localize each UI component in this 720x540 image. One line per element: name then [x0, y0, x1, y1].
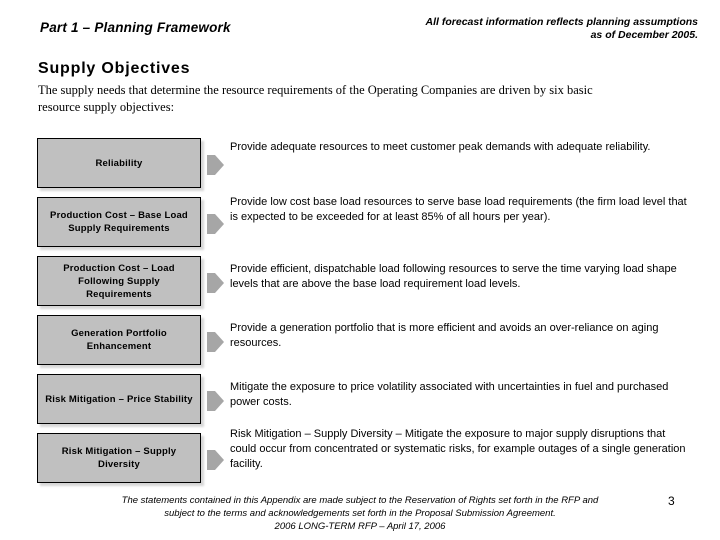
objective-label: Generation Portfolio Enhancement	[71, 328, 167, 352]
objectives-list	[0, 138, 720, 492]
arrow-right-icon	[207, 155, 224, 175]
objective-label: Production Cost – Load Following Supply Requirements	[63, 262, 175, 300]
arrow-right-icon	[207, 214, 224, 234]
forecast-assumption-note: All forecast information reflects planning assumptions as of December 2005.	[425, 16, 698, 41]
objective-description: Mitigate the exposure to price volatility associated with uncertainties in fuel and purchased power costs.	[230, 381, 669, 408]
objective-box-production-cost-base-load	[37, 197, 201, 247]
slide-header-title: Part 1 – Planning Framework	[40, 20, 231, 35]
objective-row	[0, 256, 720, 306]
objective-description: Provide adequate resources to meet customer peak demands with adequate reliability.	[230, 141, 651, 153]
objective-row	[0, 428, 720, 483]
objective-row	[0, 315, 720, 365]
objective-box-generation-portfolio-enhancement	[37, 315, 201, 365]
objective-row	[0, 374, 720, 424]
page-number: 3	[668, 494, 675, 508]
objective-label: Risk Mitigation – Supply Diversity	[61, 446, 177, 470]
objective-row	[0, 197, 720, 247]
footer-line-2: subject to the terms and acknowledgements set forth in the Proposal Submission Agreement.	[164, 508, 556, 519]
objective-label: Risk Mitigation – Price Stability	[45, 393, 193, 405]
arrow-right-icon	[207, 391, 224, 411]
arrow-right-icon	[207, 450, 224, 470]
objective-box-reliability	[37, 138, 201, 188]
footer-line-3: 2006 LONG-TERM RFP – April 17, 2006	[274, 521, 446, 532]
page-title: Supply Objectives	[38, 60, 191, 77]
footer-line-1: The statements contained in this Appendix are made subject to the Reservation of Rights set forth in the RFP and	[121, 495, 599, 506]
objective-description: Provide a generation portfolio that is more efficient and avoids an over-reliance on aging resources.	[230, 322, 659, 349]
arrow-right-icon	[207, 332, 224, 352]
objective-box-risk-mitigation-supply-diversity	[37, 433, 201, 483]
objective-label: Production Cost – Base Load Supply Requirements	[50, 210, 188, 234]
objective-box-production-cost-load-following	[37, 256, 201, 306]
objective-box-risk-mitigation-price-stability	[37, 374, 201, 424]
section-intro-paragraph: The supply needs that determine the resource requirements of the Operating Companies are driven by six basic resource supply objectives:	[38, 83, 593, 114]
objective-description: Provide low cost base load resources to serve base load requirements (the firm load level that is expected to be exceeded for at least 85% of all hours per year).	[230, 196, 687, 223]
objective-label: Reliability	[95, 157, 143, 169]
objective-description: Provide efficient, dispatchable load following resources to serve the time varying load shape levels that are above the base load requirement load levels.	[230, 263, 677, 290]
objective-row	[0, 138, 720, 188]
arrow-right-icon	[207, 273, 224, 293]
footer-disclaimer	[60, 494, 660, 533]
objective-description: Risk Mitigation – Supply Diversity – Mitigate the exposure to major supply disruptions that could occur from concentrated or systematic risks, for example outages of a single generation facility.	[230, 428, 686, 470]
